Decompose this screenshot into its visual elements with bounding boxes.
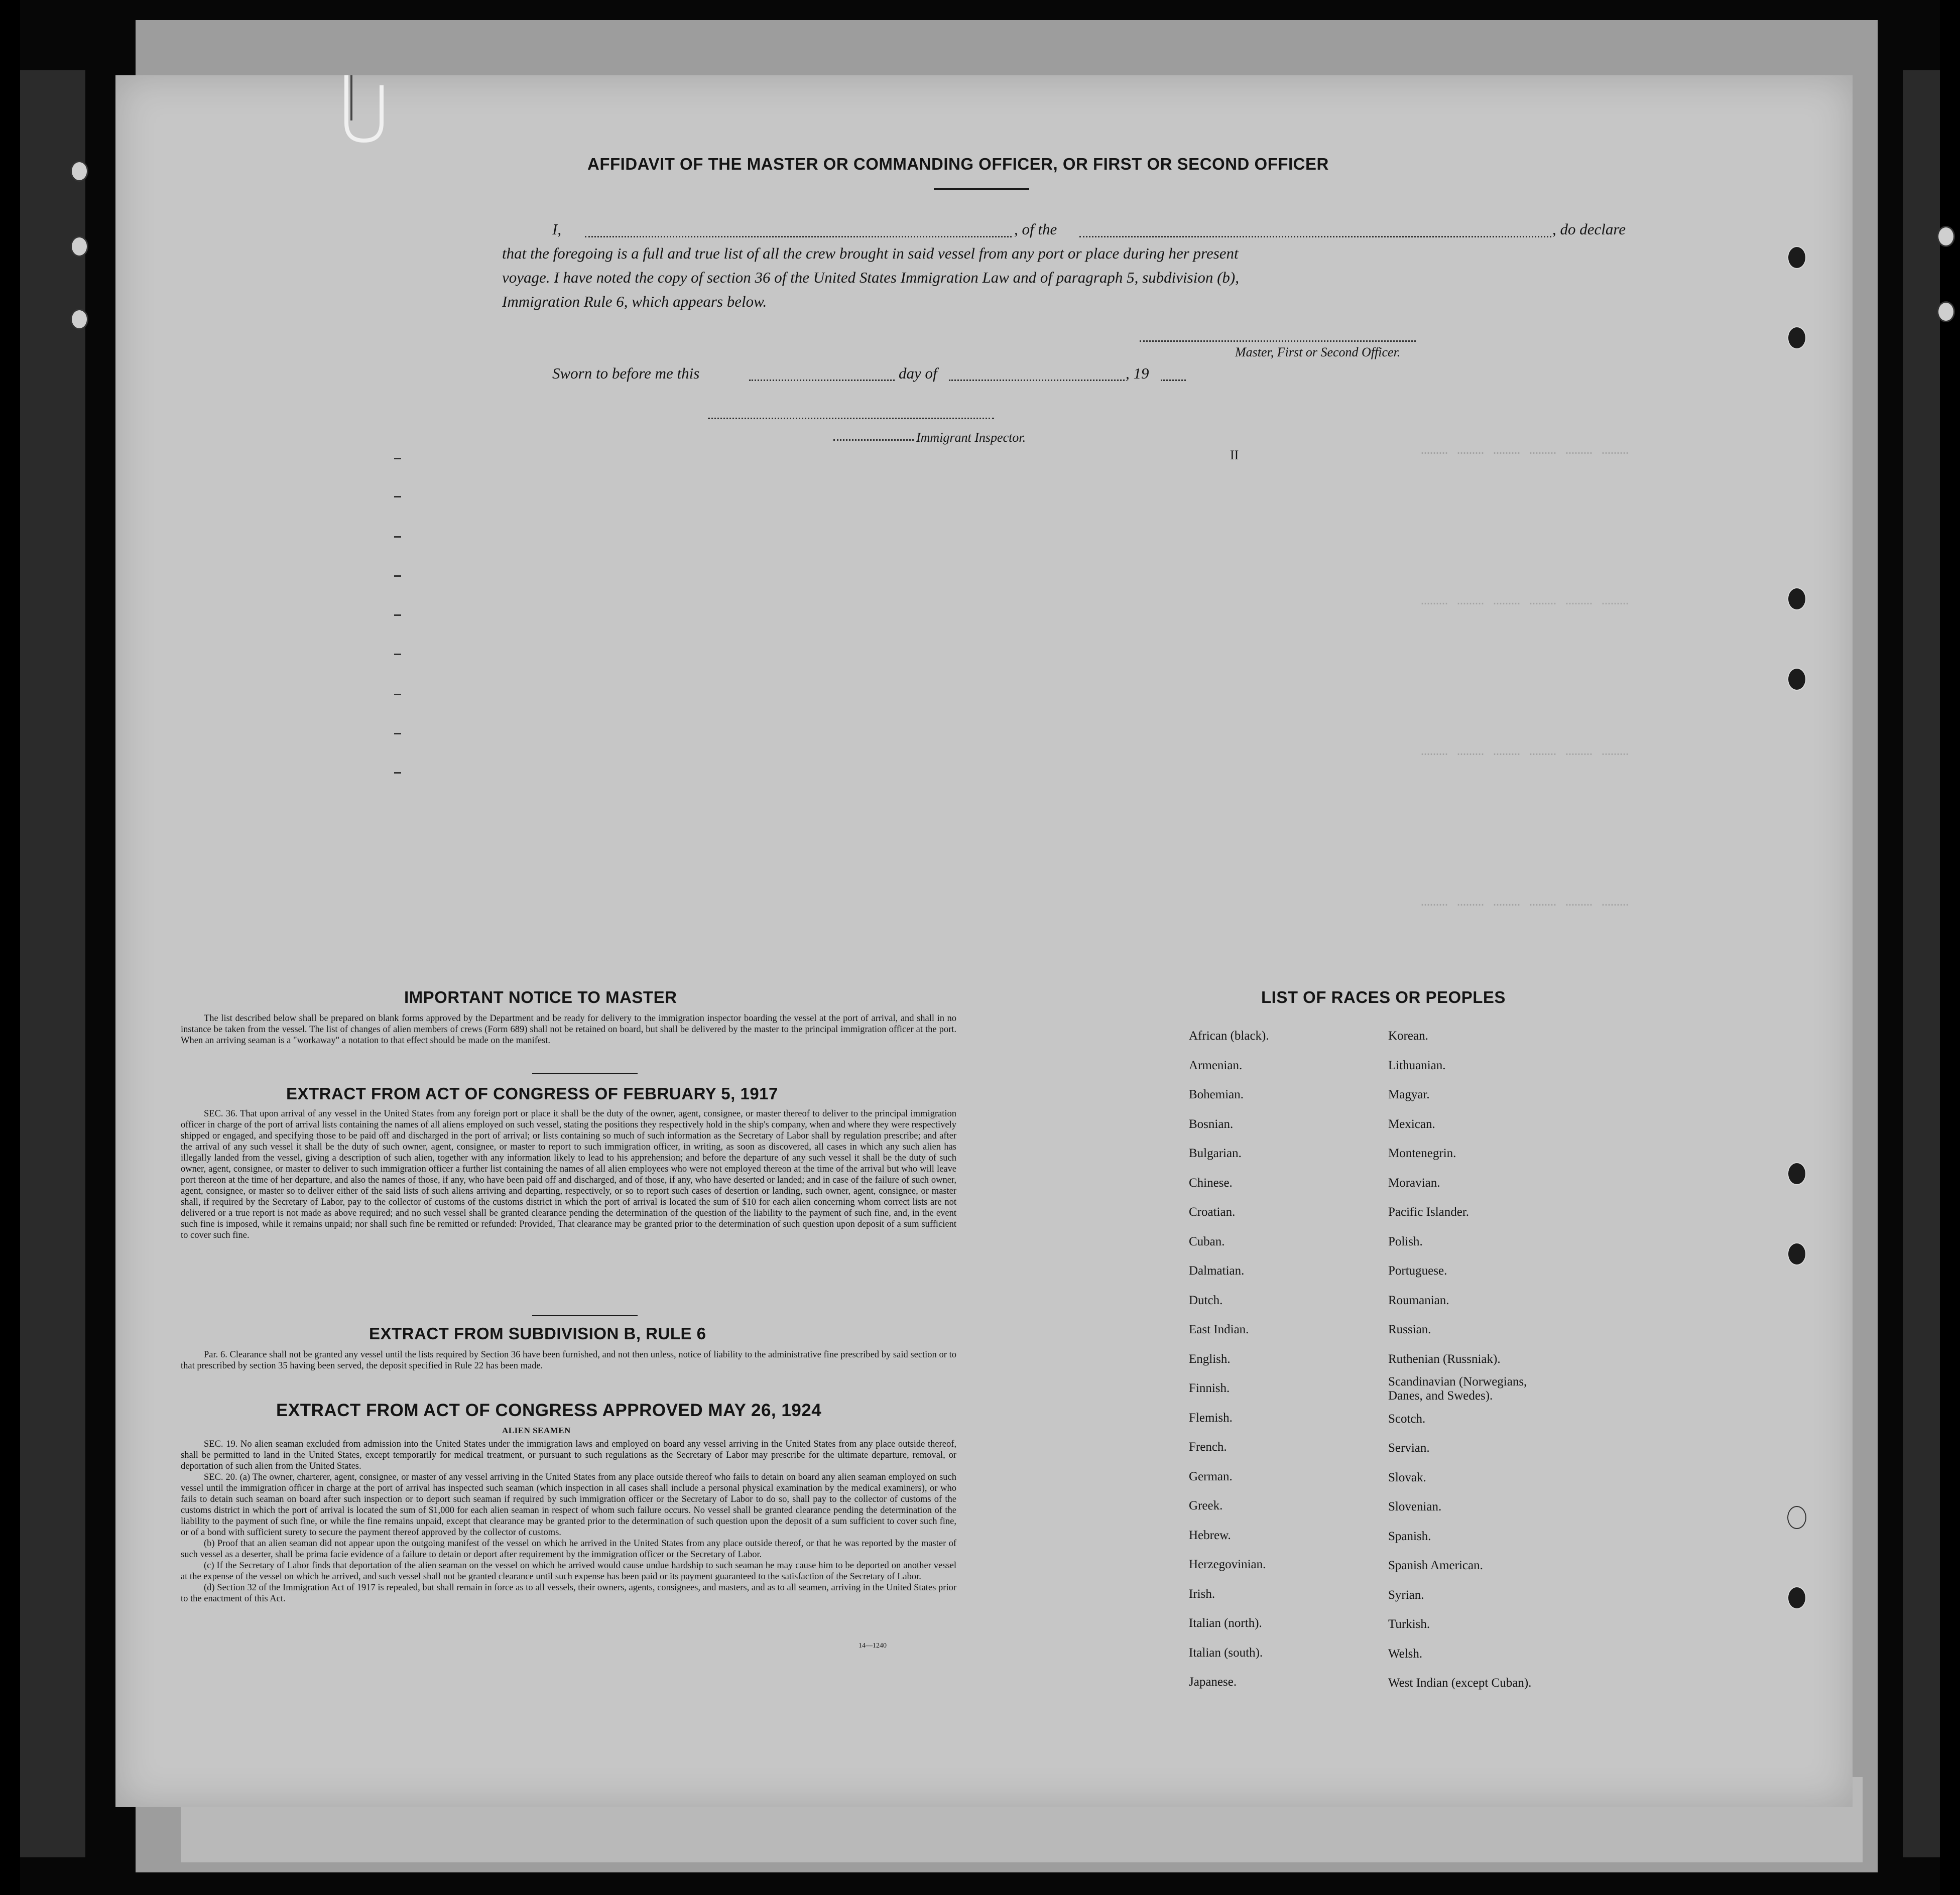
affidavit-line-1-i: I, xyxy=(552,220,562,238)
entry-dash xyxy=(394,654,401,655)
race-item: Syrian. xyxy=(1388,1588,1424,1602)
extract-1924-paragraph: SEC. 20. (a) The owner, charterer, agent, consignee, or master of any vessel arriving in the United States from any place outside thereof who fails to detain on board any alien seaman employed on such vessel until the immigration officer in charge at the port of arrival has inspected such seaman (which inspection in all cases shall include a personal physical examination by the medical examiners), or who fails to detain such seaman on board after such inspection or to deport such seaman if required by such immigration officer or the Secretary of Labor to do so, shall pay to the collector of customs of the customs district in which the port of arrival is located the sum of $1,000 for each alien seaman in respect of whom such failure occurs. No vessel shall be granted clearance pending the determination of the liability to the payment of such fine, or while the fine remains unpaid, except that clearance may be granted prior to the determination of such question upon the deposit of a sum sufficient to cover such fine, or of a bond with sufficient surety to secure the payment thereof approved by the collector of customs. xyxy=(181,1472,956,1538)
race-item: Scotch. xyxy=(1388,1412,1426,1426)
extract-1917-title: EXTRACT FROM ACT OF CONGRESS OF FEBRUARY 5, 1917 xyxy=(286,1084,778,1103)
binding-hole-icon xyxy=(1937,226,1955,247)
notice-paragraph: The list described below shall be prepared on blank forms approved by the Department and be ready for delivery to the immigration inspector boarding the vessel at the port of arrival, and shall in no instance be taken from the vessel. The list of changes of alien members of crews (Form 689) shall not be retained on board, but shall be delivered by the master to the principal immigration officer at the port. When an arriving seaman is a "workaway" a notation to that effect should be made on the manifest. xyxy=(181,1014,956,1046)
race-item: West Indian (except Cuban). xyxy=(1388,1676,1532,1690)
section-rule xyxy=(532,1073,638,1074)
bleed-through-text: ……… ……… ……… ……… ……… ……… xyxy=(1421,592,1629,609)
race-item: Mexican. xyxy=(1388,1117,1435,1131)
sworn-month-blank xyxy=(949,380,1125,381)
race-item: Russian. xyxy=(1388,1323,1431,1336)
entry-dash xyxy=(394,575,401,577)
affidavit-title: AFFIDAVIT OF THE MASTER OR COMMANDING OFFICER, OR FIRST OR SECOND OFFICER xyxy=(587,155,1329,173)
sworn-year: , 19 xyxy=(1126,364,1149,382)
race-item: Slovak. xyxy=(1388,1470,1426,1484)
race-item: English. xyxy=(1189,1352,1231,1366)
inspector-signature-blank xyxy=(833,439,914,441)
race-item: Lithuanian. xyxy=(1388,1058,1446,1072)
binding-hole-icon xyxy=(1787,1506,1806,1529)
race-item: Herzegovinian. xyxy=(1189,1558,1266,1571)
extract-1924-paragraph: (b) Proof that an alien seaman did not appear upon the outgoing manifest of the vessel on which he arrived in the United States from any place outside thereof, or that he was reported by the master of such vessel as a deserter, shall be prima facie evidence of a failure to detain or deport after requirement by the immigration officer or the Secretary of Labor. xyxy=(181,1539,956,1560)
race-item: Japanese. xyxy=(1189,1675,1237,1689)
binding-hole-icon xyxy=(1937,301,1955,322)
race-item: Spanish American. xyxy=(1388,1559,1483,1572)
section-rule xyxy=(532,1315,638,1316)
binding-hole-icon xyxy=(1787,1242,1806,1266)
race-item: Welsh. xyxy=(1388,1647,1423,1661)
race-item: Korean. xyxy=(1388,1029,1428,1043)
race-item: Polish. xyxy=(1388,1234,1423,1248)
races-left-column xyxy=(1189,1022,1269,1697)
sworn-day-of: day of xyxy=(899,364,937,382)
race-item: Portuguese. xyxy=(1388,1264,1447,1278)
affidavit-line-3: voyage. I have noted the copy of section 36 of the United States Immigration Law and of paragraph 5, subdivision (b), xyxy=(502,269,1239,286)
binding-hole-icon xyxy=(1787,668,1806,691)
binding-hole-icon xyxy=(1787,326,1806,349)
film-border-left xyxy=(0,0,20,1895)
binding-hole-icon xyxy=(1787,1162,1806,1185)
race-item: Italian (south). xyxy=(1189,1646,1263,1660)
sworn-prefix: Sworn to before me this xyxy=(552,364,700,382)
race-item-continuation: Danes, and Swedes). xyxy=(1388,1389,1493,1403)
bleed-through-text: ……… ……… ……… ……… ……… ……… xyxy=(1421,442,1629,459)
race-item: Irish. xyxy=(1189,1587,1215,1601)
entry-dash xyxy=(394,694,401,695)
race-item: Slovenian. xyxy=(1388,1500,1442,1513)
race-item: Bosnian. xyxy=(1189,1117,1234,1131)
race-item: Spanish. xyxy=(1388,1529,1431,1543)
race-item-line: Scandinavian (Norwegians, xyxy=(1388,1375,1527,1388)
notice-body xyxy=(181,1013,956,1046)
affidavit-line-2: that the foregoing is a full and true list of all the crew brought in said vessel from any port or place during her present xyxy=(502,244,1239,262)
extract-rule6-body xyxy=(181,1349,956,1371)
extract-1924-title: EXTRACT FROM ACT OF CONGRESS APPROVED MAY 26, 1924 xyxy=(276,1401,822,1420)
inspector-signature-blank xyxy=(708,418,994,419)
race-item: Croatian. xyxy=(1189,1205,1236,1219)
race-item: French. xyxy=(1189,1440,1227,1454)
entry-dash xyxy=(394,733,401,734)
race-item: Ruthenian (Russniak). xyxy=(1388,1352,1501,1366)
margin-mark: II xyxy=(1230,448,1239,462)
sworn-date-blank xyxy=(749,380,895,381)
race-item: Turkish. xyxy=(1388,1617,1430,1631)
binding-hole-icon xyxy=(70,161,88,182)
race-item: Servian. xyxy=(1388,1441,1430,1455)
vessel-blank xyxy=(1079,236,1551,237)
race-item: Finnish. xyxy=(1189,1381,1230,1395)
race-item: Roumanian. xyxy=(1388,1293,1449,1307)
extract-rule6-paragraph: Par. 6. Clearance shall not be granted any vessel until the lists required by Section 36 have been furnished, and not then unless, notice of liability to the administrative fine prescribed by said section or to that prescribed by section 35 having been served, the deposit specified in Rule 22 has been made. xyxy=(181,1350,956,1371)
extract-1917-body xyxy=(181,1108,956,1241)
name-blank xyxy=(585,236,1012,237)
race-item: German. xyxy=(1189,1469,1233,1483)
race-item: Flemish. xyxy=(1189,1411,1233,1425)
race-item: Greek. xyxy=(1189,1499,1223,1512)
film-border-right xyxy=(1940,0,1960,1895)
adjacent-frame-left xyxy=(20,70,85,1857)
bleed-through-text: ……… ……… ……… ……… ……… ……… xyxy=(1421,743,1629,760)
extract-1924-paragraph: SEC. 19. No alien seaman excluded from admission into the United States under the immigration laws and employed on board any vessel arriving in the United States from any place outside thereof, shall be permitted to land in the United States, except temporarily for medical treatment, or pursuant to such regulations as the Secretary of Labor may prescribe for the ultimate departure, removal, or deportation of such alien from the United States. xyxy=(181,1439,956,1471)
extract-1924-subtitle: ALIEN SEAMEN xyxy=(502,1426,571,1435)
adjacent-frame-right xyxy=(1903,70,1940,1857)
notice-title: IMPORTANT NOTICE TO MASTER xyxy=(404,988,677,1006)
extract-1924-body xyxy=(181,1439,956,1604)
race-item xyxy=(1388,1374,1531,1405)
race-item: Pacific Islander. xyxy=(1388,1205,1469,1219)
extract-rule6-title: EXTRACT FROM SUBDIVISION B, RULE 6 xyxy=(369,1324,706,1343)
affidavit-line-4: Immigration Rule 6, which appears below. xyxy=(502,293,767,310)
paper-clip-icon xyxy=(341,75,407,151)
race-item: Hebrew. xyxy=(1189,1528,1231,1542)
inspector-caption: Immigrant Inspector. xyxy=(916,430,1026,445)
entry-dash xyxy=(394,496,401,497)
affidavit-line-1-declare: , do declare xyxy=(1552,220,1626,238)
race-item: East Indian. xyxy=(1189,1323,1249,1336)
race-item: Montenegrin. xyxy=(1388,1147,1456,1160)
races-title: LIST OF RACES OR PEOPLES xyxy=(1261,988,1506,1006)
title-rule xyxy=(934,188,1029,190)
race-item: Armenian. xyxy=(1189,1058,1243,1072)
race-item: Italian (north). xyxy=(1189,1616,1262,1630)
extract-1917-paragraph: SEC. 36. That upon arrival of any vessel in the United States from any foreign port or place it shall be the duty of the owner, agent, consignee, or master thereof to deliver to the principal immigration officer in charge of the port of arrival lists containing the names of all aliens employed on such vessel, stating the positions they respectively hold in the ship's company, when and where they were respectively shipped or engaged, and specifying those to be paid off and discharged in the port of arrival; or lists containing so much of such information as the Secretary of Labor shall by regulation prescribe; and after the arrival of any such vessel it shall be the duty of such owner, agent, consignee, or master to report to such immigration officer, in writing, as soon as discovered, all cases in which any such alien has illegally landed from the vessel, giving a description of such alien, together with any information likely to lead to his apprehension; and before the departure of any such vessel it shall be the duty of such owner, agent, consignee, or master to deliver to such immigration officer a further list containing the names of all alien employees who were not employed thereon at the time of the arrival but who will leave port thereon at the time of her departure, and also the names of those, if any, who have been paid off and discharged, and of those, if any, who have deserted or landed; and in case of the failure of such owner, agent, consignee, or master so to deliver either of the said lists of such aliens arriving and departing, respectively, or so to report such cases of desertion or landing, such owner, agent, consignee, or master shall, if required by the Secretary of Labor, pay to the collector of customs of the customs district in which the port of arrival is located the sum of $10 for each alien concerning whom correct lists are not delivered or a true report is not made as above required; and no such vessel shall be granted clearance pending the determination of the question of the liability to the payment of such fine, and, in the event such fine is imposed, while it remains unpaid; nor shall such fine be remitted or refunded: Provided, That clearance may be granted prior to the determination of such question upon deposit of a sum sufficient to cover such fine. xyxy=(181,1109,956,1240)
race-item: Moravian. xyxy=(1388,1176,1440,1190)
affidavit-line-1-of-the: , of the xyxy=(1014,220,1057,238)
entry-dash xyxy=(394,458,401,459)
binding-hole-icon xyxy=(70,309,88,330)
binding-hole-icon xyxy=(1787,587,1806,610)
race-item: Dalmatian. xyxy=(1189,1264,1245,1278)
race-item: Bohemian. xyxy=(1189,1088,1244,1101)
binding-hole-icon xyxy=(70,236,88,257)
extract-1924-paragraph: (c) If the Secretary of Labor finds that deportation of the alien seaman on the vessel on which he arrived would cause undue hardship to such seaman he may cause him to be deported on another vessel at the expense of the vessel on which he arrived, and such vessel shall not be granted clearance until such expense has been paid or its payment guaranteed to the satisfaction of the Secretary of Labor. xyxy=(181,1561,956,1582)
entry-dash xyxy=(394,772,401,774)
sworn-year-blank xyxy=(1161,380,1186,381)
binding-hole-icon xyxy=(1787,1586,1806,1609)
extract-1924-paragraph: (d) Section 32 of the Immigration Act of 1917 is repealed, but shall remain in force as to all vessels, their owners, agents, consignees, and masters, and as to all seamen, arriving in the United States prior to the enactment of this Act. xyxy=(181,1583,956,1604)
entry-dash xyxy=(394,536,401,538)
form-number: 14—1240 xyxy=(859,1642,887,1650)
races-right-column xyxy=(1388,1022,1531,1698)
race-item: Dutch. xyxy=(1189,1293,1223,1307)
race-item: Magyar. xyxy=(1388,1088,1430,1101)
entry-dash xyxy=(394,614,401,616)
binding-hole-icon xyxy=(1787,246,1806,269)
document-page xyxy=(115,75,1853,1807)
race-item: Chinese. xyxy=(1189,1176,1233,1190)
bleed-through-text: ……… ……… ……… ……… ……… ……… xyxy=(1421,894,1629,911)
race-item: Bulgarian. xyxy=(1189,1147,1242,1160)
signature-caption: Master, First or Second Officer. xyxy=(1235,345,1401,359)
race-item: Cuban. xyxy=(1189,1234,1225,1248)
race-item: African (black). xyxy=(1189,1029,1269,1043)
